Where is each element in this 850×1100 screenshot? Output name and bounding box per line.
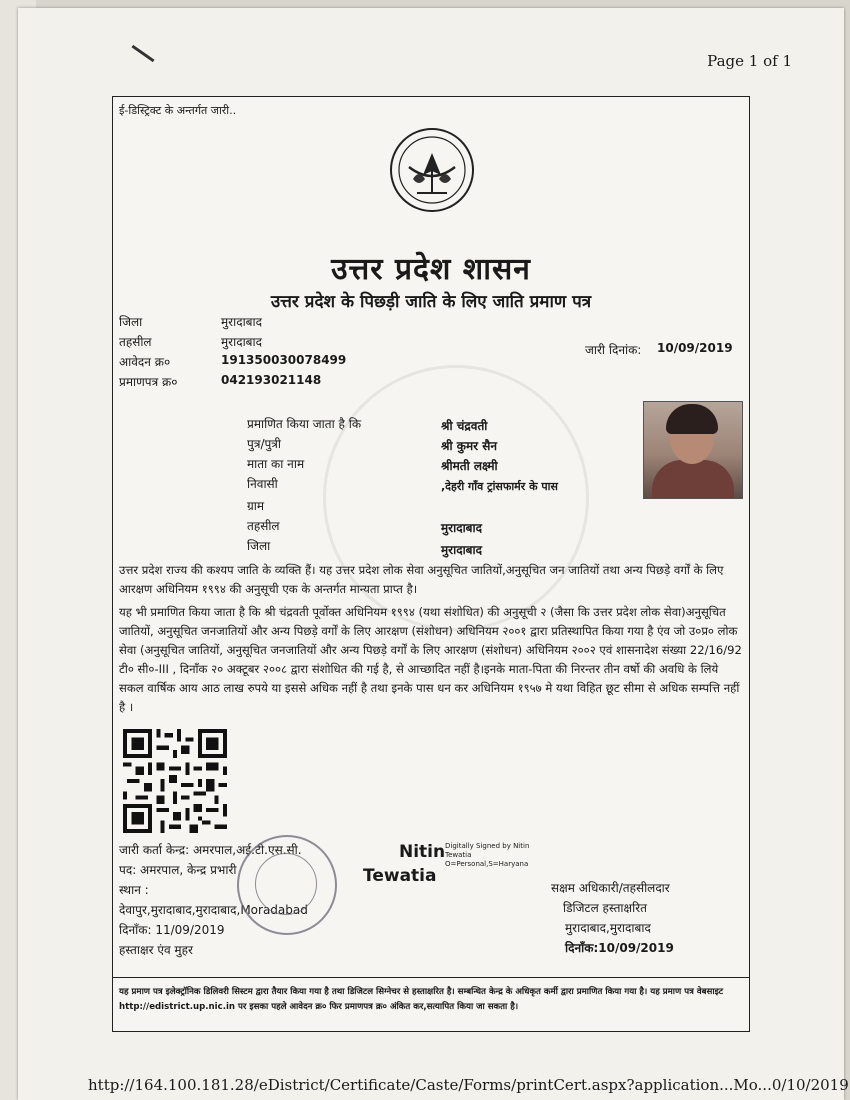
- certificate-title: उत्तर प्रदेश के पिछड़ी जाति के लिए जाति प्रमाण पत्र: [270, 292, 592, 312]
- district-value: मुरादाबाद: [221, 315, 263, 329]
- page-number: Page 1 of 1: [707, 52, 792, 70]
- child-of-label: पुत्र/पुत्री: [247, 437, 282, 451]
- place-label: स्थान :: [119, 883, 149, 897]
- issue-date-label: जारी दिनांक:: [585, 343, 642, 357]
- centre-seal-stamp: [237, 835, 337, 935]
- place-value: देवापुर,मुरादाबाद,मुरादाबाद,Moradabad: [119, 903, 308, 917]
- tehsil-value: मुरादाबाद: [221, 335, 263, 349]
- government-title: उत्तर प्रदेश शासन: [331, 252, 531, 287]
- village-label: ग्राम: [247, 499, 265, 513]
- print-url: http://164.100.181.28/eDistrict/Certificate/Caste/Forms/printCert.aspx?application...Mo...0/10/2019: [88, 1076, 849, 1094]
- authority-location: मुरादाबाद,मुरादाबाद: [565, 921, 651, 935]
- district-label: जिला: [119, 315, 143, 329]
- caste-certificate: [112, 96, 750, 1032]
- signer-first-name: Nitin: [399, 842, 446, 862]
- verification-note: यह प्रमाण पत्र इलेक्ट्रॉनिक डिलिवरी सिस्टम द्वारा तैयार किया गया है तथा डिजिटल सिग्नेचर से हस्ताक्षरित है। सम्बन्धित केन्द्र के अधिकृत कर्मी द्वारा प्रमाणित किया गया है। यह प्रमाण पत्र वेबसाइट http://edistrict.up.nic.in पर इसका पहले आवेदन क्र० फिर प्रमाणपत्र क्र० अंकित कर,सत्यापित किया जा सकता है।: [119, 987, 724, 1012]
- issue-date-value: 10/09/2019: [657, 341, 733, 355]
- applicant-name: श्री चंद्रवती: [441, 419, 488, 433]
- footer-divider: [113, 977, 749, 978]
- pen-mark: [131, 45, 154, 62]
- signer-last-name: Tewatia: [363, 866, 437, 886]
- detail-tehsil-value: मुरादाबाद: [441, 521, 483, 535]
- resident-address: ,देहरी गाँव ट्रांसफार्मर के पास: [441, 480, 558, 493]
- resident-label: निवासी: [247, 477, 278, 491]
- qr-code-icon: [123, 729, 227, 833]
- signature-details: Digitally Signed by Nitin Tewatia O=Personal,S=Haryana: [445, 842, 530, 868]
- up-government-emblem-icon: [389, 127, 475, 213]
- authority-date: दिनाँक:10/09/2019: [565, 941, 674, 955]
- certificate-number-label: प्रमाणपत्र क्र०: [119, 375, 178, 389]
- application-number-value: 191350030078499: [221, 353, 347, 367]
- eligibility-statement: यह भी प्रमाणित किया जाता है कि श्री चंद्रवती पूर्वोक्त अधिनियम १९९४ (यथा संशोधित) की अनुसूची २ (जैसा कि उत्तर प्रदेश लोक सेवा)अनुसूचित जातियों, अनुसूचित जनजातियों और अन्य पिछड़े वर्गों के लिए आरक्षण (संशोधन) अधिनियम २००१ द्वारा प्रतिस्थापित किया गया है एंव जो उ०प्र० लोक सेवा (अनुसूचित जातियों, अनुसूचित जनजातियों और अन्य पिछड़े वर्गों के लिए आरक्षण (संशोधन) अधिनियम २००२ एवं शासनादेश संख्या 22/16/92 टी० सी०-III , दिनाँक २० अक्टूबर २००८ द्वारा संशोधित की गई है, से आच्छादित नहीं है।इनके माता-पिता की निरन्तर तीन वर्षो की अवधि के लिये सकल वार्षिक आय आठ लाख रुपये या इससे अधिक नहीं है तथा इनके पास धन कर अधिनियम १९५७ मे यथा विहित छूट सीमा से अधिक सम्पत्ति नहीं है ।: [119, 605, 742, 714]
- authority-title: सक्षम अधिकारी/तहसीलदार: [551, 881, 670, 895]
- header-note: ई-डिस्ट्रिक्ट के अन्तर्गत जारी..: [119, 104, 237, 117]
- issuer-post: पद: अमरपाल, केन्द्र प्रभारी: [119, 863, 237, 877]
- tehsil-label: तहसील: [119, 335, 152, 349]
- mother-label: माता का नाम: [247, 457, 305, 471]
- father-name: श्री कुमर सैन: [441, 439, 498, 453]
- issuer-date: दिनाँक: 11/09/2019: [119, 923, 225, 937]
- mother-name: श्रीमती लक्ष्मी: [441, 459, 498, 473]
- certificate-number-value: 042193021148: [221, 373, 322, 387]
- signature-seal-label: हस्ताक्षर एंव मुहर: [119, 943, 193, 957]
- issuing-centre: जारी कर्ता केन्द्र: अमरपाल,अई.टी.एस.सी.: [119, 843, 302, 857]
- authority-signature: डिजिटल हस्ताक्षरित: [563, 901, 647, 915]
- detail-district-value: मुरादाबाद: [441, 543, 483, 557]
- application-number-label: आवेदन क्र०: [119, 355, 171, 369]
- applicant-photo: [643, 401, 743, 499]
- caste-statement: उत्तर प्रदेश राज्य की कश्यप जाति के व्यक्ति हैं। यह उत्तर प्रदेश लोक सेवा अनुसूचित जातियों,अनुसूचित जन जातियों तथा अन्य पिछड़े वर्गों के लिए आरक्षण अधिनियम १९९४ की अनुसूची एक के अन्तर्गत मान्यता प्राप्त है।: [119, 563, 724, 596]
- detail-tehsil-label: तहसील: [247, 519, 280, 533]
- detail-district-label: जिला: [247, 539, 271, 553]
- certify-label: प्रमाणित किया जाता है कि: [247, 417, 362, 431]
